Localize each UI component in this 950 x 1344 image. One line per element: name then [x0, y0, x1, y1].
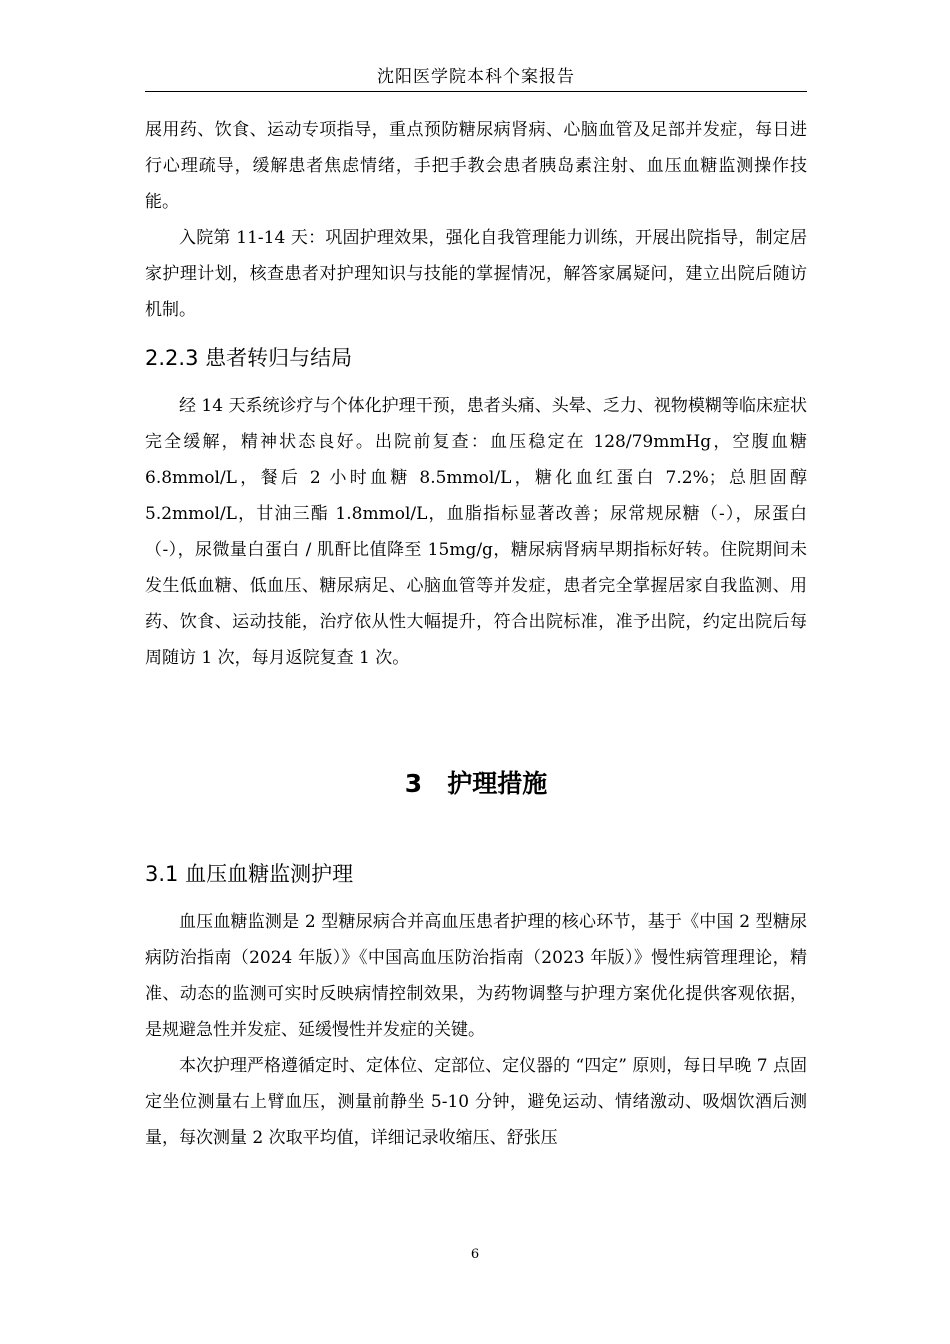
page-content [145, 112, 807, 1156]
paragraph-days-11-14: 入院第 11-14 天：巩固护理效果，强化自我管理能力训练，开展出院指导，制定居家护理计划，核查患者对护理知识与技能的掌握情况，解答家属疑问，建立出院后随访机制。 [145, 228, 807, 320]
running-header: 沈阳医学院本科个案报告 [377, 67, 575, 87]
paragraph-monitoring-method: 本次护理严格遵循定时、定体位、定部位、定仪器的 “四定” 原则，每日早晚 7 点固定坐位测量右上臂血压，测量前静坐 5-10 分钟，避免运动、情绪激动、吸烟饮酒后测量，每次测量 2 次取平均值，详细记录收缩压、舒张压 [145, 1056, 807, 1148]
header-rule [145, 91, 807, 92]
paragraph-outcome: 经 14 天系统诊疗与个体化护理干预，患者头痛、头晕、乏力、视物模糊等临床症状完全缓解，精神状态良好。出院前复查：血压稳定在 128/79mmHg，空腹血糖 6.8mmol/L，餐后 2 小时血糖 8.5mmol/L，糖化血红蛋白 7.2%；总胆固醇 5.2mmol/L，甘油三酯 1.8mmol/L，血脂指标显著改善；尿常规尿糖（-），尿蛋白（-），尿微量白蛋白 / 肌酐比值降至 15mg/g，糖尿病肾病早期指标好转。住院期间未发生低血糖、低血压、糖尿病足、心脑血管等并发症，患者完全掌握居家自我监测、用药、饮食、运动技能，治疗依从性大幅提升，符合出院标准，准予出院，约定出院后每周随访 1 次，每月返院复查 1 次。 [145, 396, 807, 668]
paragraph-continued: 展用药、饮食、运动专项指导，重点预防糖尿病肾病、心脑血管及足部并发症，每日进行心理疏导，缓解患者焦虑情绪，手把手教会患者胰岛素注射、血压血糖监测操作技能。 [145, 120, 807, 212]
section-heading-2-2-3: 2.2.3 患者转归与结局 [145, 346, 353, 370]
chapter-heading-3: 3 护理措施 [404, 769, 548, 798]
section-heading-3-1: 3.1 血压血糖监测护理 [145, 862, 354, 886]
page-number: 6 [470, 1247, 480, 1262]
paragraph-monitoring-intro: 血压血糖监测是 2 型糖尿病合并高血压患者护理的核心环节，基于《中国 2 型糖尿病防治指南（2024 年版）》《中国高血压防治指南（2023 年版）》慢性病管理理论，精准、动态的监测可实时反映病情控制效果，为药物调整与护理方案优化提供客观依据，是规避急性并发症、延缓慢性并发症的关键。 [145, 912, 807, 1040]
